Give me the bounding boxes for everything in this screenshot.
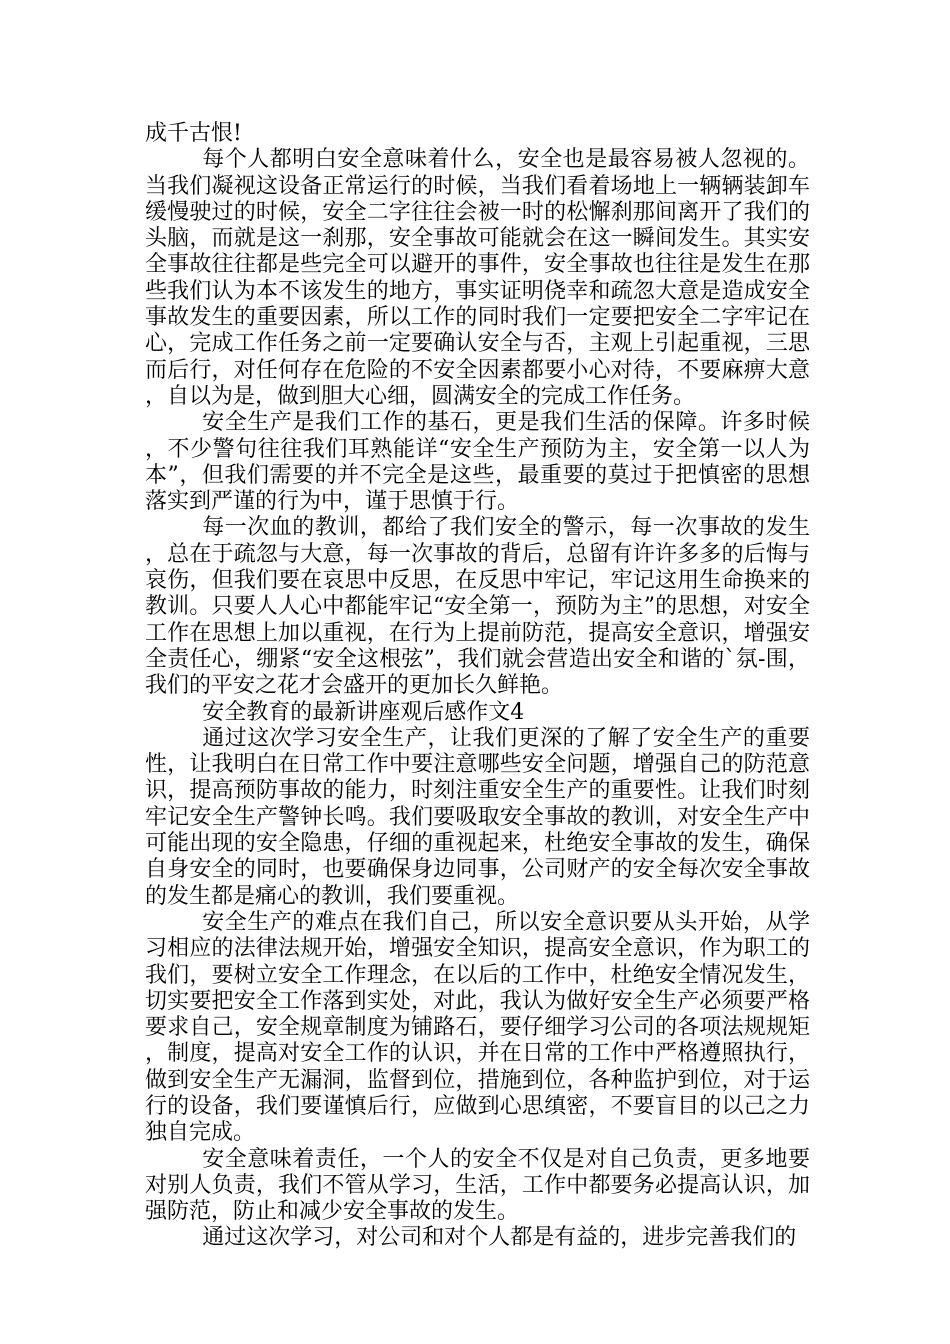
paragraph-6: 安全生产的难点在我们自己，所以安全意识要从头开始，从学习相应的法律法规开始，增强安全知识，提高安全意识，作为职工的我们，要树立安全工作理念，在以后的工作中，杜绝安全情况发生，切实要把安全工作落到实处，对此，我认为做好安全生产必须要严格要求自己，安全规章制度为铺路石，要仔细学习公司的各项法规规矩，制度，提高对安全工作的认识，并在日常的工作中严格遵照执行，做到安全生产无漏洞，监督到位，措施到位，各种监护到位，对于运行的设备，我们要谨慎后行，应做到心思缜密，不要盲目的以己之力独自完成。 bbox=[145, 909, 810, 1146]
paragraph-7: 安全意味着责任，一个人的安全不仅是对自己负责，更多地要对别人负责，我们不管从学习，生活，工作中都要务必提高认识，加强防范，防止和减少安全事故的发生。 bbox=[145, 1146, 810, 1225]
paragraph-1: 每个人都明白安全意味着什么，安全也是最容易被人忽视的。当我们凝视这设备正常运行的时候，当我们看着场地上一辆辆装卸车缓慢驶过的时候，安全二字往往会被一时的松懈刹那间离开了我们的头脑，而就是这一刹那，安全事故可能就会在这一瞬间发生。其实安全事故往往都是些完全可以避开的事件，安全事故也往往是发生在那些我们认为本不该发生的地方，事实证明侥幸和疏忽大意是造成安全事故发生的重要因素，所以工作的同时我们一定要把安全二字牢记在心，完成工作任务之前一定要确认安全与否，主观上引起重视，三思而后行，对任何存在危险的不安全因素都要小心对待，不要麻痹大意，自以为是，做到胆大心细，圆满安全的完成工作任务。 bbox=[145, 147, 810, 409]
paragraph-0: 成千古恨! bbox=[145, 121, 242, 146]
paragraph-3: 每一次血的教训，都给了我们安全的警示，每一次事故的发生，总在于疏忽与大意，每一次事故的背后，总留有许许多多的后悔与哀伤，但我们要在哀思中反思，在反思中牢记，牢记这用生命换来的教训。只要人人心中都能牢记“安全第一，预防为主”的思想，对安全工作在思想上加以重视，在行为上提前防范，提高安全意识，增强安全责任心，绷紧“安全这根弦”，我们就会营造出安全和谐的`氛-围，我们的平安之花才会盛开的更加长久鲜艳。 bbox=[145, 515, 810, 699]
paragraph-8: 通过这次学习，对公司和对个人都是有益的，进步完善我们的 bbox=[202, 1225, 797, 1251]
document-page bbox=[145, 121, 810, 1252]
paragraph-5: 通过这次学习安全生产，让我们更深的了解了安全生产的重要性，让我明白在日常工作中要注意哪些安全问题，增强自己的防范意识，提高预防事故的能力，时刻注重安全生产的重要性。让我们时刻牢记安全生产警钟长鸣。我们要吸取安全事故的教训，对安全生产中可能出现的安全隐患，仔细的重视起来，杜绝安全事故的发生，确保自身安全的同时，也要确保身边同事，公司财产的安全每次安全事故的发生都是痛心的教训，我们要重视。 bbox=[145, 725, 810, 909]
section-heading: 安全教育的最新讲座观后感作文4 bbox=[202, 699, 525, 725]
paragraph-2: 安全生产是我们工作的基石，更是我们生活的保障。许多时候，不少警句往往我们耳熟能详“安全生产预防为主，安全第一以人为本”，但我们需要的并不完全是这些，最重要的莫过于把慎密的思想落实到严谨的行为中，谨于思慎于行。 bbox=[145, 410, 810, 515]
